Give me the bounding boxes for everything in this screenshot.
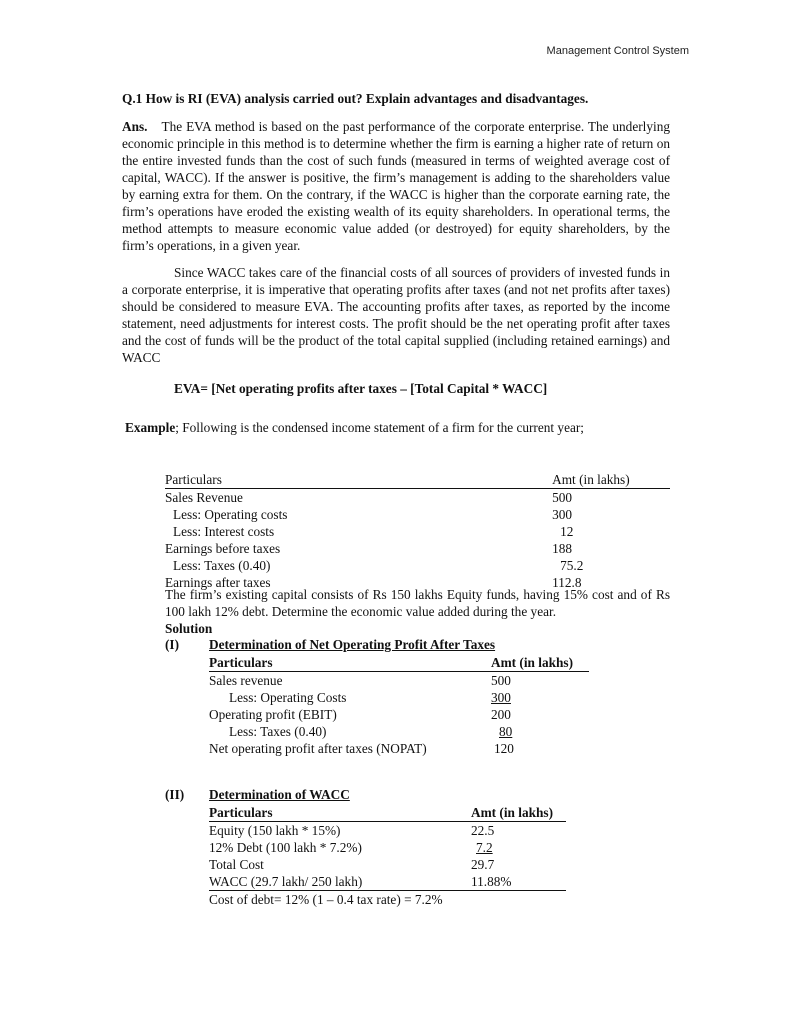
section-1-heading [165,637,495,653]
table-row [209,856,566,873]
capital-block [165,586,670,637]
row-label: Earnings before taxes [165,541,281,556]
header-particulars: Particulars [209,654,491,672]
row-amount: 7.2 [476,840,493,855]
section-2-number: (II) [165,787,185,802]
second-paragraph: Since WACC takes care of the financial costs of all sources of providers of invested funds in a corporate enterprise, it is imperative that operating profits after taxes (and not net profits after taxes) should be considered to measure EVA. The accounting profits after taxes, as reported by the income statement, need adjustments for interest costs. The profit should be the net operating profit after taxes and the cost of funds will be the product of the total capital supplied (including retained earnings) and WACC [122,265,670,365]
row-amount: 29.7 [471,857,495,872]
header-particulars: Particulars [165,471,552,489]
section-1-number: (I) [165,637,180,652]
row-amount: 500 [491,673,511,688]
row-amount: 120 [494,741,514,756]
header-amount: Amt (in lakhs) [491,654,589,672]
table-header-row [165,471,670,489]
income-statement-table [165,471,670,591]
row-label: Total Cost [209,857,264,872]
table-row [165,557,670,574]
section-2-heading [165,787,350,803]
table-row [165,506,670,523]
row-amount: 300 [552,507,573,522]
row-label: Less: Taxes (0.40) [173,558,271,573]
row-label: Less: Operating Costs [229,690,347,705]
row-label: Operating profit (EBIT) [209,707,337,722]
example-paragraph [125,419,670,436]
row-amount: 200 [491,707,511,722]
row-amount: 11.88% [471,873,566,891]
table-row [209,873,566,891]
example-text: ; Following is the condensed income statement of a firm for the current year; [175,420,584,435]
example-label: Example [125,420,176,435]
row-amount: 75.2 [560,558,584,573]
table-row [209,740,589,757]
row-label: Less: Interest costs [173,524,275,539]
row-label: Equity (150 lakh * 15%) [209,823,341,838]
row-label: Earnings after taxes [165,575,271,590]
table-header-row [209,654,589,672]
row-label: Less: Taxes (0.40) [229,724,327,739]
row-label: Net operating profit after taxes (NOPAT) [209,741,427,756]
row-label: WACC (29.7 lakh/ 250 lakh) [209,873,471,891]
eva-formula: EVA= [Net operating profits after taxes – [Total Capital * WACC] [174,381,548,396]
table-row [165,540,670,557]
nopat-table [209,654,589,757]
table-row [209,723,589,740]
row-label: Sales revenue [209,673,283,688]
cost-of-debt-note: Cost of debt= 12% (1 – 0.4 tax rate) = 7.2% [209,892,443,907]
answer-text: The EVA method is based on the past performance of the corporate enterprise. The underlying economic principle in this method is to determine whether the firm is earning a higher rate of return on the entire invested funds than the cost of such funds (measured in terms of weighted average cost of capital, WACC). If the answer is positive, the firm’s management is adding to the shareholders value by earning extra for them. On the contrary, if the WACC is higher than the corporate earning rate, the firm’s operations have eroded the existing wealth of its equity shareholders. In operational terms, the method attempts to measure economic value added (or destroyed) for equity shareholders, by the firm’s operations, in a given year. [122,119,670,253]
answer-paragraph [122,118,670,254]
table-row [209,706,589,723]
table-row [165,489,670,507]
table-row [209,839,566,856]
row-amount: 12 [560,524,574,539]
row-label: Sales Revenue [165,490,243,505]
page-header: Management Control System [546,45,689,57]
wacc-table [209,804,566,908]
question-heading: Q.1 How is RI (EVA) analysis carried out? Explain advantages and disadvantages. [122,91,589,106]
table-row [209,672,589,690]
capital-paragraph: The firm’s existing capital consists of Rs 150 lakhs Equity funds, having 15% cost and of Rs 100 lakh 12% debt. Determine the economic value added during the year. [165,587,670,619]
section-2-title: Determination of WACC [209,787,350,802]
row-amount: 500 [552,490,573,505]
table-row [209,891,566,909]
answer-label: Ans. [122,119,148,134]
table-row [165,523,670,540]
row-label: Less: Operating costs [173,507,288,522]
row-amount: 80 [499,724,513,739]
header-particulars: Particulars [209,804,471,822]
row-amount: 300 [491,690,511,705]
row-amount: 112.8 [552,575,582,590]
table-header-row [209,804,566,822]
row-label: 12% Debt (100 lakh * 7.2%) [209,840,362,855]
row-amount: 22.5 [471,823,495,838]
table-row [209,822,566,840]
row-amount: 188 [552,541,573,556]
header-amount: Amt (in lakhs) [552,471,670,489]
document-body [122,90,670,449]
header-amount: Amt (in lakhs) [471,804,566,822]
section-1-title: Determination of Net Operating Profit After Taxes [209,637,496,652]
solution-label: Solution [165,621,213,636]
table-row [209,689,589,706]
